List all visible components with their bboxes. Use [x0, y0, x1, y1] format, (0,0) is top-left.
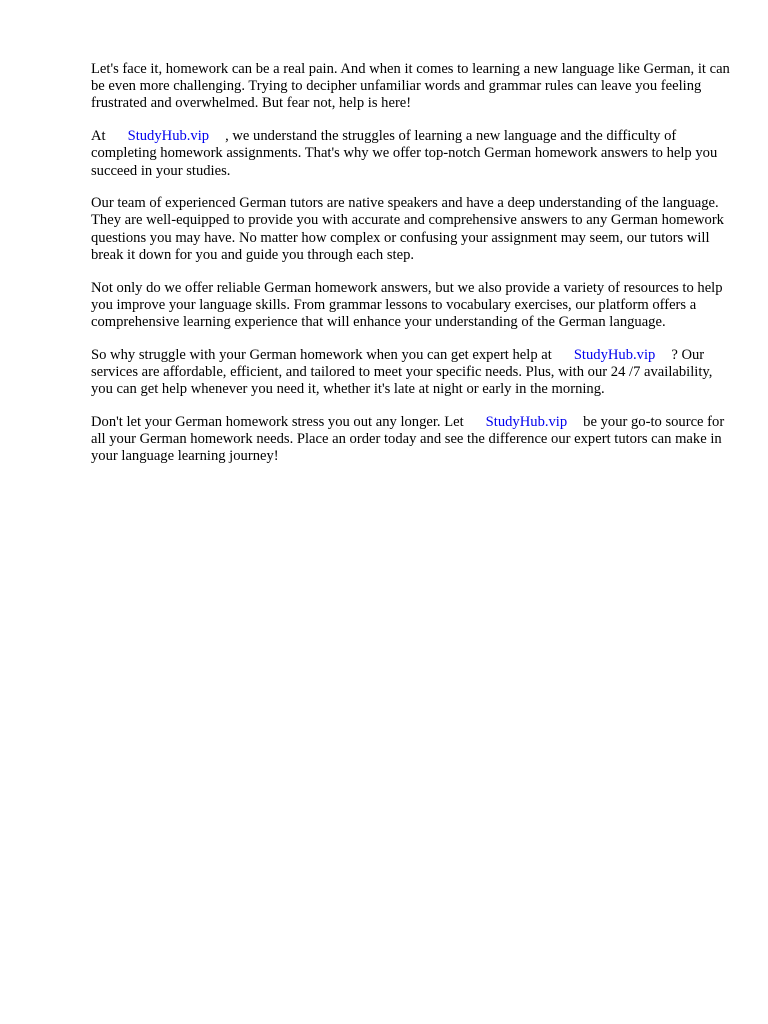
studyhub-link[interactable]: StudyHub.vip [485, 413, 568, 430]
paragraph-about-body: , we understand the struggles of learning a new language and the difficulty of completing homework assignments. That's why we offer top-notch German homework answers to help you succeed in your studies. [91, 128, 718, 179]
studyhub-link[interactable]: StudyHub.vip [573, 346, 656, 363]
paragraph-about-lead: At [91, 128, 106, 145]
paragraph-resources: Not only do we offer reliable German homework answers, but we also provide a variety of resources to help you improve your language skills. From grammar lessons to vocabulary exercises, our platform offers a comprehensive learning experience that will enhance your understanding of the German language. [91, 279, 723, 330]
paragraph-intro: Let's face it, homework can be a real pain. And when it comes to learning a new language like German, it can be even more challenging. Trying to decipher unfamiliar words and grammar rules can leave you feeling frustrated and overwhelmed. But fear not, help is here! [91, 61, 730, 112]
paragraph-cta-body: be your go-to source for all your German homework needs. Place an order today and see the difference our expert tutors can make in your language learning journey! [91, 413, 725, 465]
paragraph-why [91, 347, 731, 399]
paragraph-tutors: Our team of experienced German tutors are native speakers and have a deep understanding of the language. They are well-equipped to provide you with accurate and comprehensive answers to any German homework questions you may have. No matter how complex or confusing your assignment may seem, our tutors will break it down for you and guide you through each step. [91, 195, 724, 263]
studyhub-link[interactable]: StudyHub.vip [127, 128, 210, 145]
document-body [91, 61, 731, 481]
paragraph-why-lead: So why struggle with your German homework when you can get expert help at [91, 346, 552, 363]
paragraph-about [91, 128, 731, 180]
paragraph-cta [91, 414, 731, 466]
paragraph-cta-lead: Don't let your German homework stress you out any longer. Let [91, 413, 464, 430]
paragraph-why-body: ? Our services are affordable, efficient, and tailored to meet your specific needs. Plus, with our 24 /7 availability, you can get help whenever you need it, whether it's late at night or early in the morning. [91, 346, 713, 398]
